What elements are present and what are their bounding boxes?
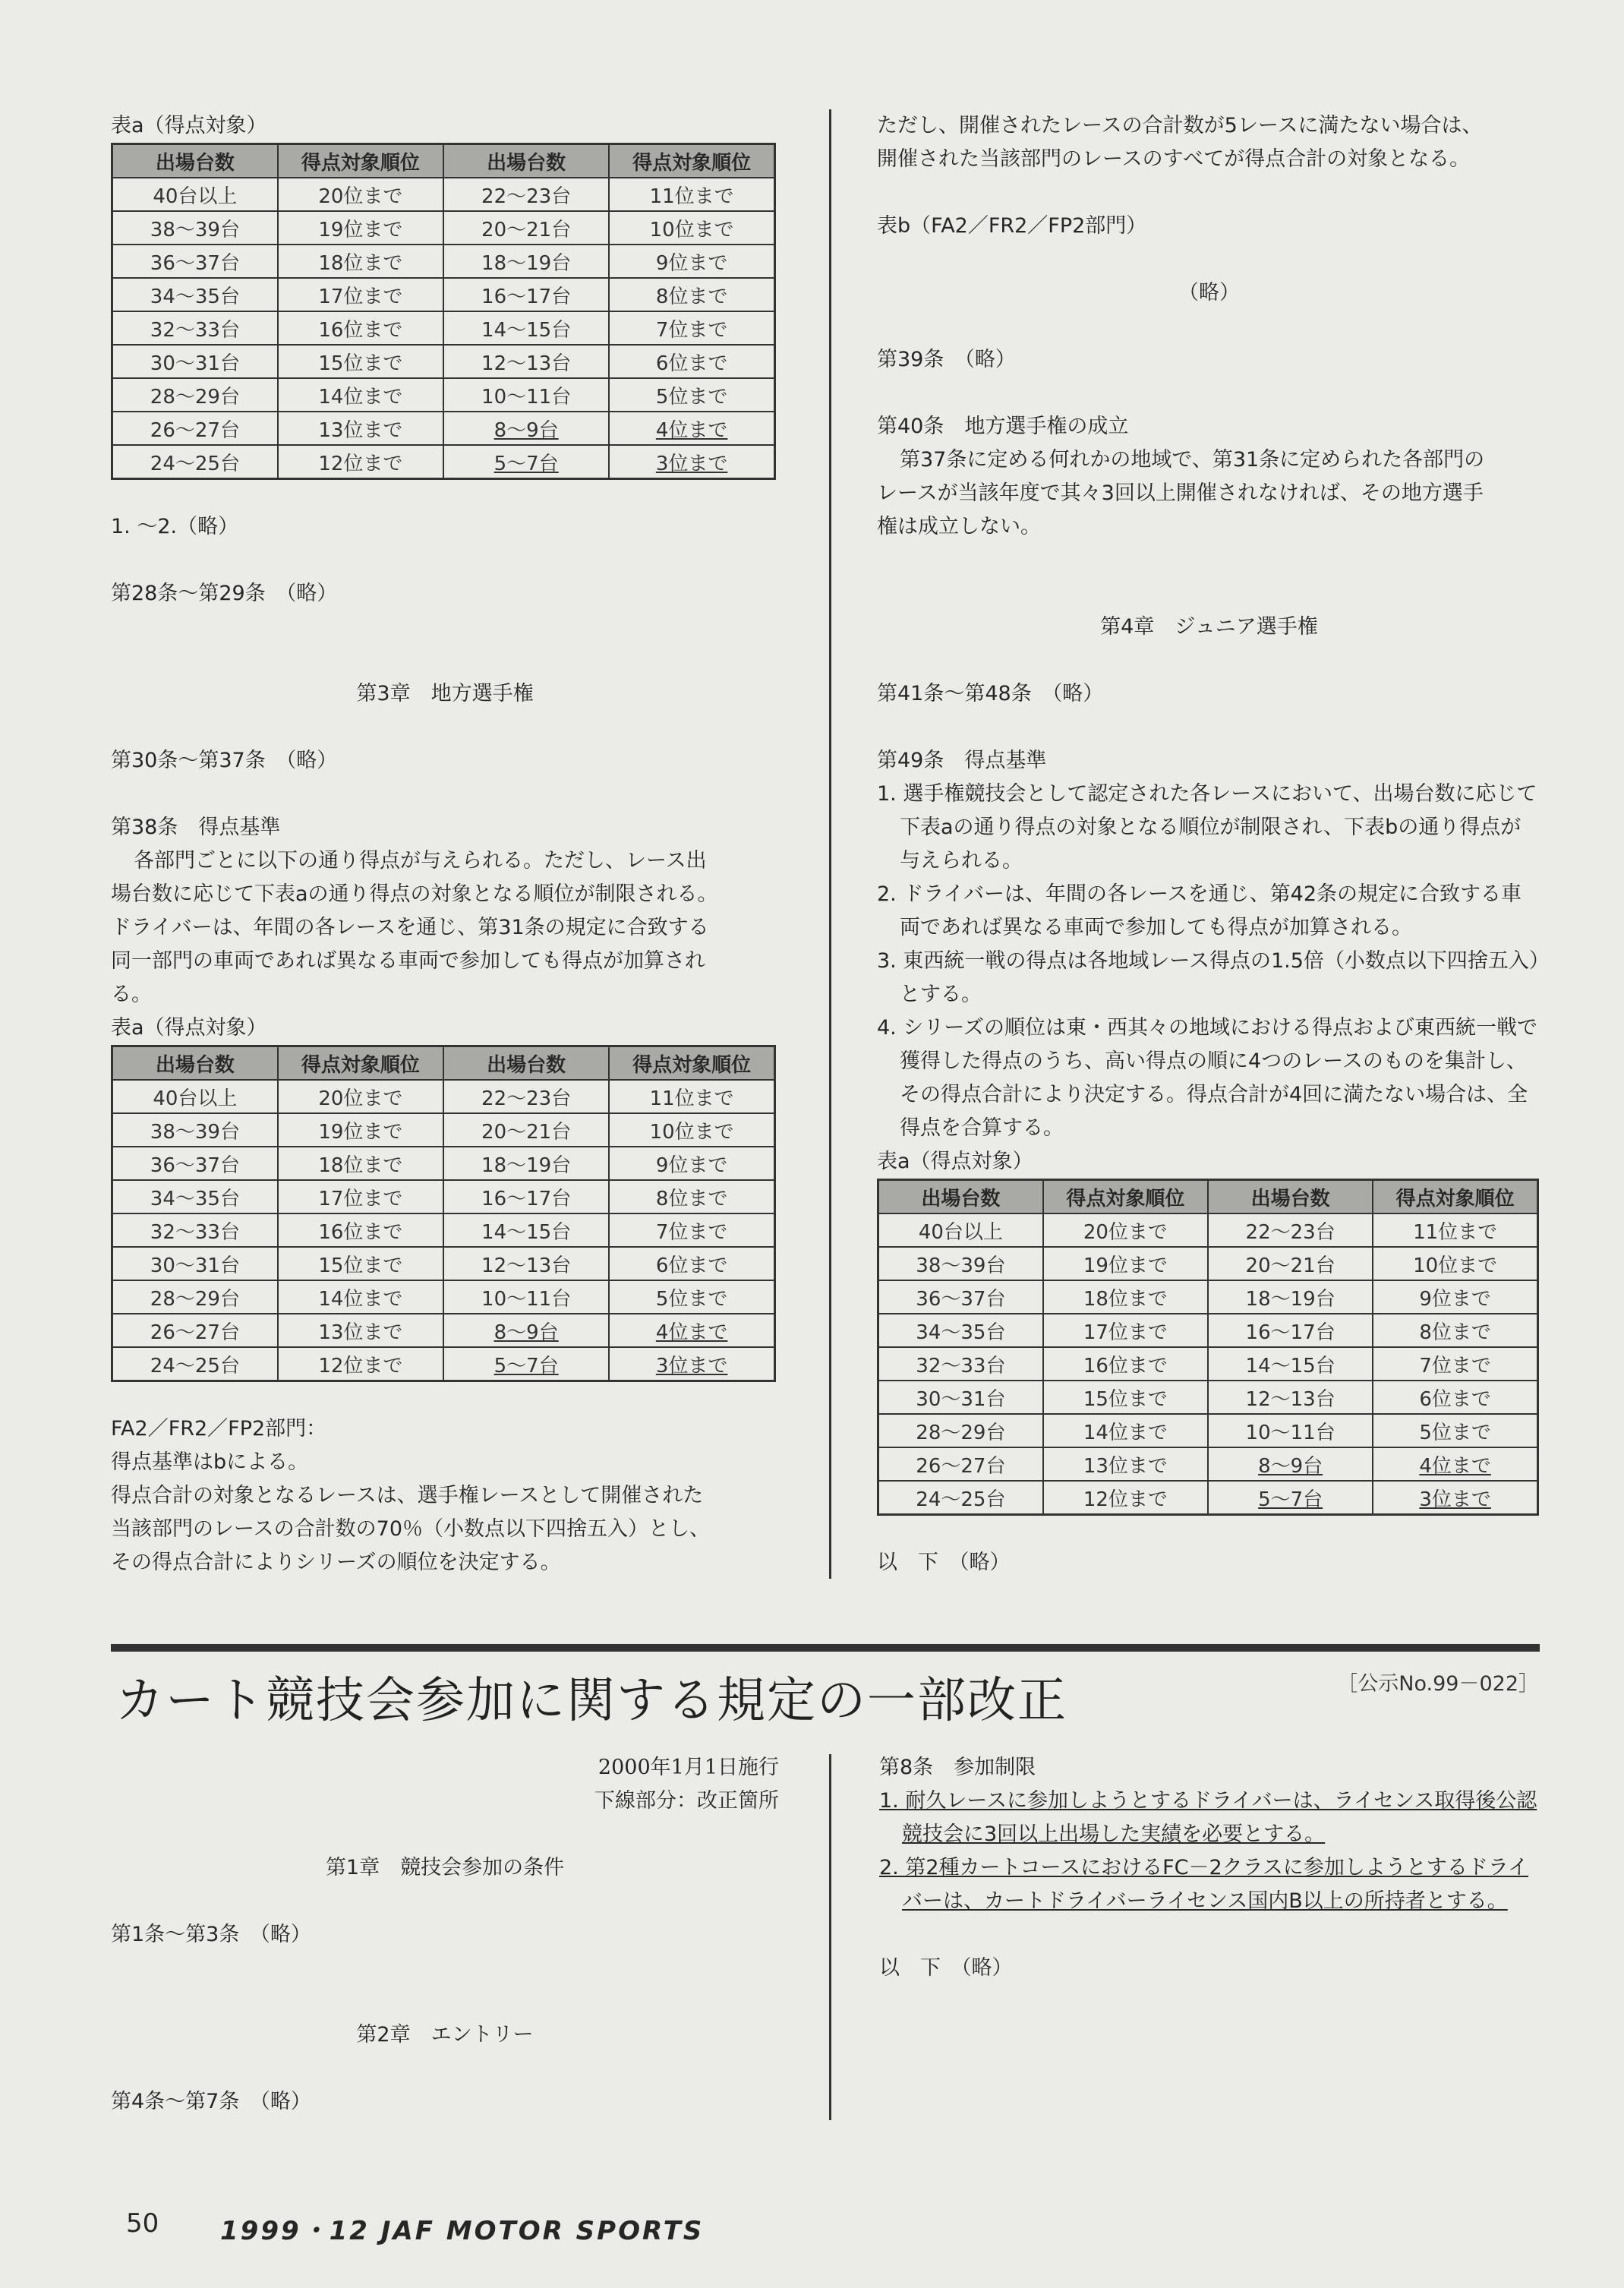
table-header-row [878,1180,1538,1214]
table-row [878,1247,1538,1280]
table-cell: 24～25台 [878,1481,1043,1515]
section-2-left [111,1751,779,2119]
table-cell: 4位まで [1373,1447,1537,1481]
table-cell: 20～21台 [443,1113,609,1147]
table-cell: 10～11台 [443,1280,609,1314]
table-row [112,311,775,345]
table-row [112,1113,775,1147]
table-cell: 28～29台 [112,378,278,412]
article-38-line: ドライバーは、年間の各レースを通じ、第31条の規定に合致する [111,916,709,939]
table-row [112,445,775,479]
table-cell: 12～13台 [443,1247,609,1280]
table-cell: 34～35台 [878,1314,1043,1347]
table-row [112,1080,775,1113]
table-row [112,1213,775,1247]
table-b-omitted: （略） [1178,281,1240,305]
table-cell: 16～17台 [443,1180,609,1213]
table-cell: 16～17台 [1208,1314,1373,1347]
table-row [112,211,775,245]
article-8-item: 1. 耐久レースに参加しようとするドライバーは、ライセンス取得後公認競技会に3回以上出場した実績を必要とする。 [879,1789,1537,1846]
table-header-cell: 得点対象順位 [1043,1180,1208,1214]
table-cell: 16～17台 [443,278,609,311]
table-row [878,1414,1538,1447]
table-cell: 7位まで [609,1213,774,1247]
table-cell: 20～21台 [1208,1247,1373,1280]
table-cell: 14～15台 [443,1213,609,1247]
table-cell: 15位まで [278,1247,443,1280]
table-cell: 14位まで [1043,1414,1208,1447]
article-38-line: 同一部門の車両であれば異なる車両で参加しても得点が加算され [111,949,705,973]
table-header-row [112,144,775,178]
table-cell: 38～39台 [878,1247,1043,1280]
column-divider [829,109,831,1579]
table-a-label: 表a（得点対象） [111,114,267,137]
table-row [112,345,775,378]
table-row [112,245,775,278]
table-cell: 22～23台 [443,1080,609,1113]
table-header-cell: 出場台数 [878,1180,1043,1214]
magazine-title: 1999・12 JAF MOTOR SPORTS [220,2216,705,2246]
page-number: 50 [126,2208,159,2239]
table-cell: 36～37台 [112,1147,278,1180]
table-cell: 30～31台 [112,345,278,378]
article-39: 第39条 （略） [877,348,1016,371]
chapter-2-title: 第2章 エントリー [356,2023,534,2047]
underline-note: 下線部分：改正箇所 [594,1789,779,1813]
chapter-1-title: 第1章 競技会参加の条件 [325,1856,565,1879]
article-30-37: 第30条～第37条 （略） [111,749,338,772]
table-cell: 14位まで [278,378,443,412]
table-cell: 11位まで [1373,1213,1537,1247]
table-cell: 30～31台 [878,1381,1043,1414]
table-cell: 20～21台 [443,211,609,245]
table-row [112,1147,775,1180]
table-row [112,278,775,311]
table-cell: 18～19台 [443,245,609,278]
section-2-title: カート競技会参加に関する規定の一部改正 [115,1673,1067,1729]
table-header-cell: 出場台数 [112,1046,278,1081]
column-divider-2 [829,1754,831,2120]
table-row [878,1280,1538,1314]
table-cell: 3位まで [609,445,774,479]
table-cell: 40台以上 [112,1080,278,1113]
table-body [878,1213,1538,1515]
fa2-line: FA2／FR2／FP2部門： [111,1417,327,1441]
fa2-line: その得点合計によりシリーズの順位を決定する。 [111,1551,561,1574]
table-cell: 18～19台 [443,1147,609,1180]
article-40-line: 権は成立しない。 [877,515,1041,538]
table-cell: 15位まで [1043,1381,1208,1414]
article-8-title: 第8条 参加制限 [879,1756,1036,1779]
effective-date: 2000年1月1日施行 [598,1756,779,1779]
table-cell: 13位まで [278,1314,443,1347]
table-cell: 5～7台 [443,445,609,479]
table-cell: 17位まで [278,1180,443,1213]
table-header-cell: 得点対象順位 [609,144,774,178]
table-cell: 9位まで [1373,1280,1537,1314]
table-cell: 34～35台 [112,1180,278,1213]
table-cell: 5位まで [609,378,774,412]
item-1-2: 1. ～2.（略） [111,515,239,538]
table-b-label: 表b（FA2／FR2／FP2部門） [877,214,1147,238]
table-row [878,1347,1538,1381]
table-cell: 12～13台 [443,345,609,378]
score-table-a-3 [877,1179,1539,1516]
table-cell: 38～39台 [112,211,278,245]
right-column [877,109,1541,1580]
table-row [112,1180,775,1213]
table-cell: 5位まで [1373,1414,1537,1447]
end-omitted-2: 以 下 （略） [879,1956,1013,1980]
table-cell: 7位まで [1373,1347,1537,1381]
table-a-label-3: 表a（得点対象） [877,1150,1033,1173]
fa2-line: 得点基準はbによる。 [111,1450,309,1474]
table-row [112,1247,775,1280]
table-cell: 4位まで [609,412,774,445]
table-header-cell: 出場台数 [1208,1180,1373,1214]
table-cell: 6位まで [609,1247,774,1280]
table-cell: 8～9台 [443,1314,609,1347]
table-cell: 17位まで [278,278,443,311]
table-cell: 5位まで [609,1280,774,1314]
table-cell: 11位まで [609,178,774,211]
left-column [111,109,779,1580]
table-cell: 11位まで [609,1080,774,1113]
table-cell: 10位まで [609,211,774,245]
article-41-48: 第41条～第48条 （略） [877,682,1104,705]
table-header-cell: 得点対象順位 [609,1046,774,1081]
article-49-item: 1. 選手権競技会として認定された各レースにおいて、出場台数に応じて下表aの通り得点の対象となる順位が制限され、下表bの通り得点が与えられる。 [877,782,1537,873]
table-cell: 8～9台 [1208,1447,1373,1481]
table-cell: 20位まで [1043,1213,1208,1247]
table-cell: 16位まで [278,1213,443,1247]
chapter-3-title: 第3章 地方選手権 [356,682,534,705]
section-rule [111,1644,1540,1652]
table-cell: 18位まで [278,1147,443,1180]
table-cell: 6位まで [609,345,774,378]
table-cell: 9位まで [609,1147,774,1180]
table-cell: 8位まで [1373,1314,1537,1347]
table-cell: 26～27台 [112,1314,278,1347]
article-49-title: 第49条 得点基準 [877,749,1047,772]
table-cell: 12位まで [278,1347,443,1381]
table-cell: 10位まで [1373,1247,1537,1280]
table-cell: 13位まで [1043,1447,1208,1481]
table-row [878,1481,1538,1515]
table-cell: 30～31台 [112,1247,278,1280]
notice-number: ［公示No.99－022］ [1337,1672,1539,1696]
table-cell: 24～25台 [112,445,278,479]
table-cell: 38～39台 [112,1113,278,1147]
table-cell: 17位まで [1043,1314,1208,1347]
article-8-item: 2. 第2種カートコースにおけるFC－2クラスに参加しようとするドライバーは、カートドライバーライセンス国内B以上の所持者とする。 [879,1856,1529,1913]
article-38-line: る。 [111,983,152,1006]
table-cell: 16位まで [1043,1347,1208,1381]
article-4-7: 第4条～第7条 （略） [111,2090,311,2113]
table-cell: 20位まで [278,178,443,211]
article-49-item: 4. シリーズの順位は東・西其々の地域における得点および東西統一戦で獲得した得点のうち、高い得点の順に4つのレースのものを集計し、その得点合計により決定する。得点合計が4回に満たない場合は、全得点を合算する。 [877,1016,1537,1140]
article-38-line: 各部門ごとに以下の通り得点が与えられる。ただし、レース出 [134,849,707,873]
table-cell: 19位まで [278,211,443,245]
table-a-label-2: 表a（得点対象） [111,1016,267,1040]
score-table-a-1 [111,143,776,480]
table-cell: 40台以上 [112,178,278,211]
table-row [878,1213,1538,1247]
table-cell: 36～37台 [878,1280,1043,1314]
table-cell: 8位まで [609,278,774,311]
score-table-a-2 [111,1045,776,1382]
table-cell: 28～29台 [878,1414,1043,1447]
table-row [112,1280,775,1314]
table-header-cell: 得点対象順位 [278,1046,443,1081]
table-header-cell: 得点対象順位 [278,144,443,178]
table-cell: 3位まで [609,1347,774,1381]
table-cell: 6位まで [1373,1381,1537,1414]
table-cell: 3位まで [1373,1481,1537,1515]
table-cell: 34～35台 [112,278,278,311]
table-cell: 19位まで [1043,1247,1208,1280]
table-cell: 24～25台 [112,1347,278,1381]
table-cell: 4位まで [609,1314,774,1347]
table-cell: 14～15台 [1208,1347,1373,1381]
table-cell: 32～33台 [112,1213,278,1247]
table-cell: 22～23台 [443,178,609,211]
table-cell: 36～37台 [112,245,278,278]
table-cell: 10～11台 [443,378,609,412]
table-row [112,178,775,211]
table-cell: 14位まで [278,1280,443,1314]
table-header-cell: 得点対象順位 [1373,1180,1537,1214]
table-row [112,1347,775,1381]
table-cell: 14～15台 [443,311,609,345]
fa2-line: 得点合計の対象となるレースは、選手権レースとして開催された [111,1484,704,1507]
table-body [112,1080,775,1381]
table-row [112,378,775,412]
table-cell: 20位まで [278,1080,443,1113]
chapter-4-title: 第4章 ジュニア選手権 [1100,615,1318,639]
table-cell: 18～19台 [1208,1280,1373,1314]
table-cell: 12位まで [1043,1481,1208,1515]
article-1-3: 第1条～第3条 （略） [111,1923,311,1946]
article-49-item: 2. ドライバーは、年間の各レースを通じ、第42条の規定に合致する車両であれば異なる車両で参加しても得点が加算される。 [877,882,1522,939]
table-cell: 10～11台 [1208,1414,1373,1447]
table-cell: 12位まで [278,445,443,479]
table-cell: 8～9台 [443,412,609,445]
right-top-line: 開催された当該部門のレースのすべてが得点合計の対象となる。 [877,147,1471,171]
table-cell: 28～29台 [112,1280,278,1314]
table-cell: 7位まで [609,311,774,345]
article-40-line: レースが当該年度で其々3回以上開催されなければ、その地方選手 [877,481,1484,505]
article-28-29: 第28条～第29条 （略） [111,582,338,605]
fa2-line: 当該部門のレースの合計数の70％（小数点以下四捨五入）とし、 [111,1517,711,1541]
table-cell: 32～33台 [112,311,278,345]
table-body [112,178,775,479]
table-cell: 9位まで [609,245,774,278]
article-49-item: 3. 東西統一戦の得点は各地域レース得点の1.5倍（小数点以下四捨五入）とする。 [877,949,1540,1006]
table-cell: 13位まで [278,412,443,445]
table-cell: 16位まで [278,311,443,345]
table-cell: 19位まで [278,1113,443,1147]
table-row [112,412,775,445]
table-cell: 10位まで [609,1113,774,1147]
article-38-title: 第38条 得点基準 [111,816,281,839]
article-40-line: 第37条に定める何れかの地域で、第31条に定められた各部門の [900,448,1485,472]
table-cell: 18位まで [1043,1280,1208,1314]
end-omitted: 以 下 （略） [877,1551,1011,1574]
table-cell: 40台以上 [878,1213,1043,1247]
table-cell: 5～7台 [1208,1481,1373,1515]
table-cell: 32～33台 [878,1347,1043,1381]
section-2-right [879,1751,1541,1985]
table-header-row [112,1046,775,1081]
table-cell: 15位まで [278,345,443,378]
right-top-line: ただし、開催されたレースの合計数が5レースに満たない場合は、 [877,114,1483,137]
table-row [878,1314,1538,1347]
table-header-cell: 出場台数 [443,144,609,178]
article-38-line: 場台数に応じて下表aの通り得点の対象となる順位が制限される。 [111,882,718,906]
table-cell: 26～27台 [878,1447,1043,1481]
table-cell: 22～23台 [1208,1213,1373,1247]
table-row [878,1381,1538,1414]
table-header-cell: 出場台数 [112,144,278,178]
table-cell: 12～13台 [1208,1381,1373,1414]
table-header-cell: 出場台数 [443,1046,609,1081]
table-row [878,1447,1538,1481]
table-cell: 5～7台 [443,1347,609,1381]
table-row [112,1314,775,1347]
article-40-title: 第40条 地方選手権の成立 [877,415,1129,438]
table-cell: 26～27台 [112,412,278,445]
table-cell: 18位まで [278,245,443,278]
table-cell: 8位まで [609,1180,774,1213]
